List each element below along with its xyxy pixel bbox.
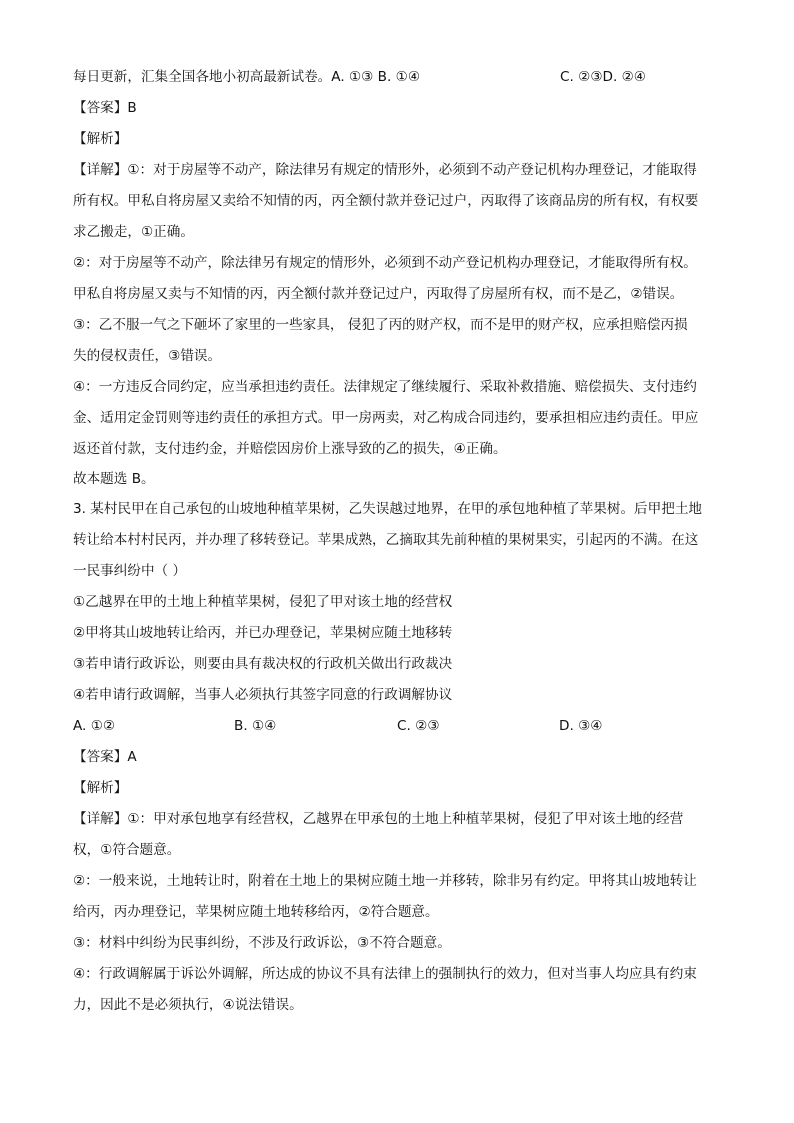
q3-option-b: B. ①④ — [234, 718, 277, 734]
q3-options — [73, 711, 723, 742]
q2-detail-line: ③：乙不服一气之下砸坏了家里的一些家具， 侵犯了丙的财产权，而不是甲的财产权，应承担赔偿丙损 — [73, 317, 688, 333]
q2-detail-line: ④：一方违反合同约定，应当承担违约责任。法律规定了继续履行、采取补救措施、赔偿损失、支付违约 — [73, 379, 697, 395]
q3-detail-line: ②：一般来说，土地转让时，附着在土地上的果树应随土地一并移转，除非另有约定。甲将其山坡地转让 — [73, 873, 697, 889]
q3-statement: ④若申请行政调解，当事人必须执行其签字同意的行政调解协议 — [73, 687, 453, 703]
q2-detail-line: ②：对于房屋等不动产，除法律另有规定的情形外，必须到不动产登记机构办理登记，才能取得所有权。 — [73, 255, 697, 271]
q2-detail-line: 求乙搬走，①正确。 — [73, 224, 194, 240]
q3-stem-line: 一民事纠纷中（ ） — [73, 563, 187, 579]
q3-stem-line: 3. 某村民甲在自己承包的山坡地种植苹果树，乙失误越过地界，在甲的承包地种植了苹果树。后甲把土地 — [73, 501, 703, 517]
q3-analysis-heading: 【解析】 — [73, 780, 128, 796]
q2-answer: 【答案】B — [73, 100, 137, 116]
header-line — [73, 62, 723, 93]
q2-conclusion: 故本题选 B。 — [73, 471, 155, 487]
q2-detail-line: 甲私自将房屋又卖与不知情的丙，丙全额付款并登记过户，丙取得了房屋所有权，而不是乙，②错误。 — [73, 286, 684, 302]
q2-detail-line: 【详解】①：对于房屋等不动产，除法律另有规定的情形外，必须到不动产登记机构办理登记，才能取得 — [73, 162, 697, 178]
header-text: 每日更新，汇集全国各地小初高最新试卷。A. ①③ B. ①④ — [73, 69, 421, 85]
q3-option-a: A. ①② — [73, 718, 116, 734]
q3-statement: ②甲将其山坡地转让给丙，并已办理登记，苹果树应随土地移转 — [73, 625, 453, 641]
header-option-cd: C. ②③D. ②④ — [560, 69, 646, 85]
q3-detail-line: 力，因此不是必须执行，④说法错误。 — [73, 997, 303, 1013]
q3-detail-line: ④：行政调解属于诉讼外调解，所达成的协议不具有法律上的强制执行的效力，但对当事人均应具有约束 — [73, 966, 697, 982]
document-page — [73, 62, 723, 1021]
q2-detail-line: 返还首付款，支付违约金，并赔偿因房价上涨导致的乙的损失，④正确。 — [73, 441, 507, 457]
q3-answer: 【答案】A — [73, 749, 137, 765]
q2-detail-line: 所有权。甲私自将房屋又卖给不知情的丙，丙全额付款并登记过户，丙取得了该商品房的所有权，有权要 — [73, 193, 699, 209]
q3-option-c: C. ②③ — [397, 718, 440, 734]
q3-statement: ①乙越界在甲的土地上种植苹果树，侵犯了甲对该土地的经营权 — [73, 594, 453, 610]
q2-analysis-heading: 【解析】 — [73, 131, 128, 147]
q3-detail-line: ③：材料中纠纷为民事纠纷，不涉及行政诉讼，③不符合题意。 — [73, 935, 451, 951]
q3-detail-line: 权，①符合题意。 — [73, 842, 181, 858]
q3-stem-line: 转让给本村村民丙，并办理了移转登记。苹果成熟，乙摘取其先前种植的果树果实，引起丙的不满。在这 — [73, 532, 699, 548]
q3-option-d: D. ③④ — [559, 718, 603, 734]
q3-detail-line: 给丙，丙办理登记，苹果树应随土地转移给丙，②符合题意。 — [73, 904, 439, 920]
q3-statement: ③若申请行政诉讼，则要由具有裁决权的行政机关做出行政裁决 — [73, 656, 453, 672]
q2-detail-line: 失的侵权责任，③错误。 — [73, 348, 222, 364]
q3-detail-line: 【详解】①：甲对承包地享有经营权，乙越界在甲承包的土地上种植苹果树，侵犯了甲对该土地的经营 — [73, 811, 684, 827]
q2-detail-line: 金、适用定金罚则等违约责任的承担方式。甲一房两卖，对乙构成合同违约，要承担相应违约责任。甲应 — [73, 410, 699, 426]
